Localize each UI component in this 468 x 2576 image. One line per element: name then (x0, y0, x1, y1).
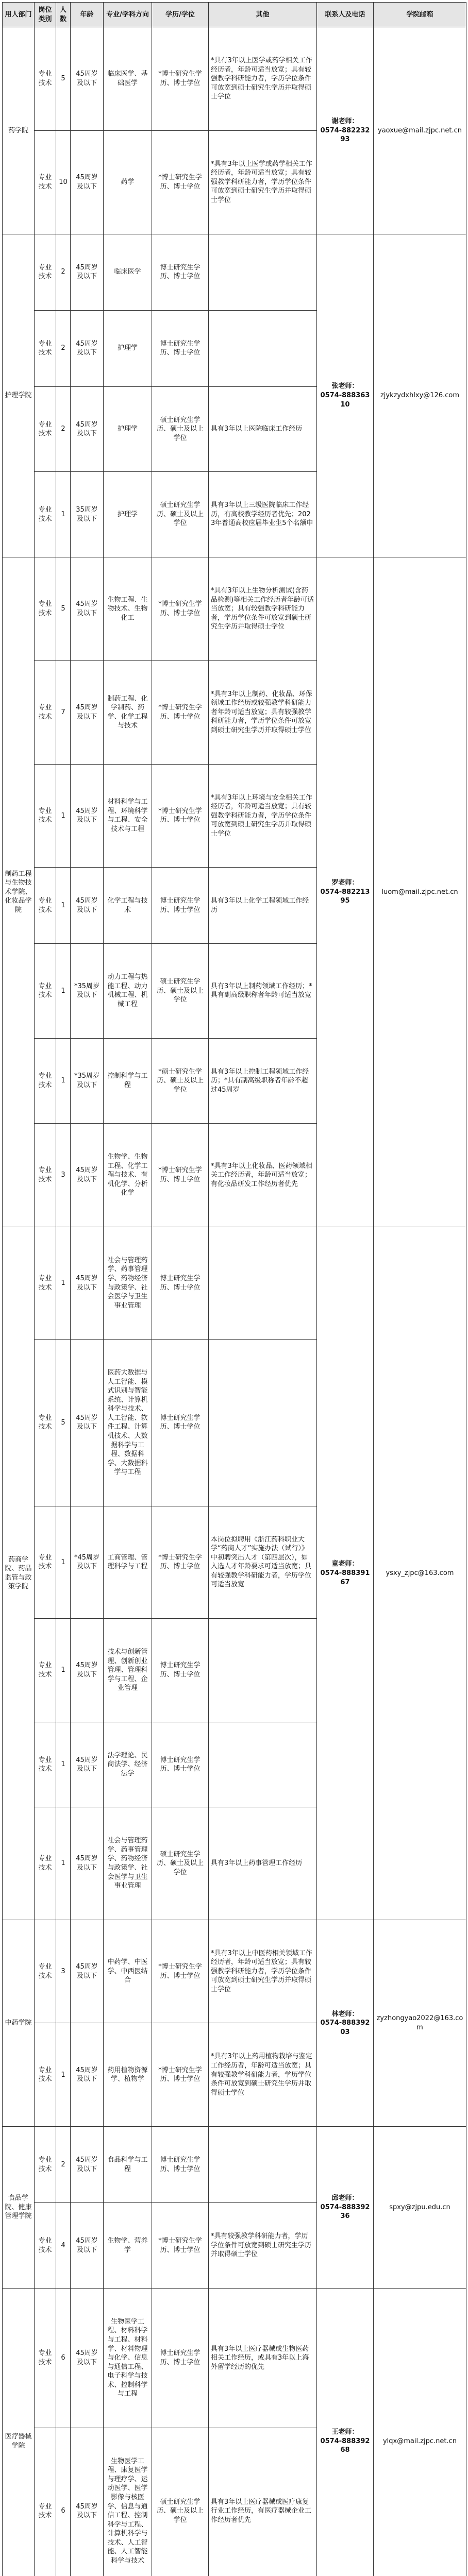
age-cell: 45周岁及以下 (71, 2288, 104, 2428)
header-email: 学院邮箱 (374, 3, 466, 27)
age-cell: 45周岁及以下 (71, 764, 104, 868)
num-cell: 7 (56, 660, 71, 764)
age-cell: 45周岁及以下 (71, 234, 104, 310)
major-cell: 社会与管理药学、药事管理学、药物经济与政策学、社会医学与卫生事业管理 (104, 1807, 152, 1920)
major-cell: 生物医学工程、康复医学与理疗学、运动医学、医学影像与核医学、信息与通信工程、控制科学与工程、计算机科学与技术、人工智能、人工智能科学与技术 (104, 2428, 152, 2576)
type-cell: 专业技术 (35, 1124, 56, 1227)
age-cell: *35周岁及以下 (71, 944, 104, 1038)
age-cell: 45周岁及以下 (71, 1722, 104, 1807)
age-cell: *45周岁及以下 (71, 1506, 104, 1618)
major-cell: 控制科学与工程 (104, 1038, 152, 1124)
major-cell: 生物学、生物工程、化学工程与技术、有机化学、分析化学 (104, 1124, 152, 1227)
edu-cell: *博士研究生学历、博士学位 (152, 2203, 209, 2289)
major-cell: 医药大数据与人工智能、模式识别与智能系统、计算机科学与技术、人工智能、软件工程、计算机技术、大数据科学与工程、数据科学、大数据科学与工程 (104, 1340, 152, 1506)
type-cell: 专业技术 (35, 1807, 56, 1920)
edu-cell: 博士研究生学历、博士学位 (152, 1722, 209, 1807)
type-cell: 专业技术 (35, 868, 56, 944)
other-cell (209, 1340, 317, 1506)
edu-cell: *博士研究生学历、博士学位 (152, 1506, 209, 1618)
age-cell: 45周岁及以下 (71, 2203, 104, 2289)
table-body (3, 27, 466, 2576)
table-row (3, 27, 466, 131)
other-cell (209, 1619, 317, 1722)
header-age: 年龄 (71, 3, 104, 27)
other-cell: *具有3年以上医学或药学相关工作经历者，年龄可适当放宽；具有较强教学科研能力者，学历学位条件可放宽到硕士研究生学历并取得硕士学位 (209, 27, 317, 131)
contact-phone: 0574-88839236 (320, 2203, 370, 2221)
age-cell: 45周岁及以下 (71, 557, 104, 661)
age-cell: 45周岁及以下 (71, 2023, 104, 2127)
num-cell: 1 (56, 868, 71, 944)
edu-cell: *博士研究生学历、博士学位 (152, 660, 209, 764)
other-cell: *具有3年以上中医药相关领域工作经历者，年龄可适当放宽；具有较强教学科研能力者，学历学位条件可放宽到硕士研究生学历并取得硕士学位 (209, 1920, 317, 2023)
num-cell: 1 (56, 1038, 71, 1124)
other-cell (209, 2127, 317, 2203)
age-cell: 45周岁及以下 (71, 1619, 104, 1722)
contact-name: 王老师： (331, 2428, 359, 2436)
edu-cell: 博士研究生学历、博士学位 (152, 1340, 209, 1506)
major-cell: 材料科学与工程、环境科学与工程、安全技术与工程 (104, 764, 152, 868)
table-row (3, 234, 466, 310)
type-cell: 专业技术 (35, 310, 56, 386)
num-cell: 1 (56, 1506, 71, 1618)
type-cell: 专业技术 (35, 1506, 56, 1618)
num-cell: 5 (56, 27, 71, 131)
email-cell: spxy@zjpu.edu.cn (374, 2127, 466, 2289)
edu-cell: *博士研究生学历、博士学位 (152, 1920, 209, 2023)
num-cell: 6 (56, 2288, 71, 2428)
edu-cell: 博士研究生学历、博士学位 (152, 1227, 209, 1339)
age-cell: 45周岁及以下 (71, 2428, 104, 2576)
type-cell: 专业技术 (35, 1227, 56, 1339)
num-cell: 2 (56, 310, 71, 386)
major-cell: 化学工程与技术 (104, 868, 152, 944)
edu-cell: *博士研究生学历、博士学位 (152, 27, 209, 131)
num-cell: 1 (56, 472, 71, 557)
type-cell: 专业技术 (35, 234, 56, 310)
type-cell: 专业技术 (35, 2428, 56, 2576)
age-cell: 35周岁及以下 (71, 472, 104, 557)
header-other: 其他 (209, 3, 317, 27)
edu-cell: 博士研究生学历、博士学位 (152, 2288, 209, 2428)
other-cell: *具有3年以上医学或药学相关工作经历者，年龄可适当放宽；具有较强教学科研能力者，学历学位条件可放宽到硕士研究生学历并取得硕士学位 (209, 130, 317, 234)
major-cell: 中药学、中医学、中西医结合 (104, 1920, 152, 2023)
edu-cell: 硕士研究生学历、硕士及以上学位 (152, 1807, 209, 1920)
header-num: 人数 (56, 3, 71, 27)
contact-cell (317, 2127, 374, 2289)
type-cell: 专业技术 (35, 130, 56, 234)
num-cell: 1 (56, 1722, 71, 1807)
edu-cell: *博士研究生学历、博士学位 (152, 764, 209, 868)
other-cell (209, 234, 317, 310)
type-cell: 专业技术 (35, 2127, 56, 2203)
edu-cell: 博士研究生学历、博士学位 (152, 2127, 209, 2203)
contact-phone: 0574-88839203 (320, 2019, 370, 2036)
edu-cell: 博士研究生学历、博士学位 (152, 310, 209, 386)
table-row (3, 1920, 466, 2023)
contact-cell (317, 1227, 374, 1920)
age-cell: 45周岁及以下 (71, 1807, 104, 1920)
edu-cell: 硕士研究生学历、硕士及以上学位 (152, 386, 209, 472)
type-cell: 专业技术 (35, 2023, 56, 2127)
edu-cell: *博士研究生学历、博士学位 (152, 1124, 209, 1227)
age-cell: 45周岁及以下 (71, 1124, 104, 1227)
contact-cell (317, 27, 374, 234)
num-cell: 6 (56, 2428, 71, 2576)
num-cell: 2 (56, 2127, 71, 2203)
recruitment-table (2, 2, 466, 2576)
contact-cell (317, 234, 374, 557)
other-cell: 具有3年以上化学工程领域工作经历 (209, 868, 317, 944)
major-cell: 技术与创新管理、创新创业管理、管理科学与工程、企业管理 (104, 1619, 152, 1722)
type-cell: 专业技术 (35, 557, 56, 661)
age-cell: 45周岁及以下 (71, 27, 104, 131)
edu-cell: 硕士研究生学历、硕士及以上学位 (152, 2428, 209, 2576)
major-cell: 药学 (104, 130, 152, 234)
contact-phone: 0574-88836310 (320, 392, 370, 409)
age-cell: 45周岁及以下 (71, 868, 104, 944)
major-cell: 生物学、营养学 (104, 2203, 152, 2289)
type-cell: 专业技术 (35, 1038, 56, 1124)
edu-cell: *博士研究生学历、博士学位 (152, 130, 209, 234)
major-cell: 社会与管理药学、药事管理学、药物经济与政策学、社会医学与卫生事业管理 (104, 1227, 152, 1339)
other-cell: 具有3年以上医疗器械或生物医药相关工作经历，或具有3年以上海外留学经历的优先 (209, 2288, 317, 2428)
edu-cell: *博士研究生学历、博士学位 (152, 557, 209, 661)
type-cell: 专业技术 (35, 1619, 56, 1722)
num-cell: 3 (56, 1920, 71, 2023)
contact-name: 谢老师： (331, 117, 359, 125)
major-cell: 临床医学、基础医学 (104, 27, 152, 131)
email-cell: luom@mail.zjpc.net.cn (374, 557, 466, 1227)
num-cell: 1 (56, 944, 71, 1038)
major-cell: 食品科学与工程 (104, 2127, 152, 2203)
contact-cell (317, 1920, 374, 2126)
other-cell: *具有3年以上制药、化妆品、环保领域工作经历或较强教学科研能力者年龄可适当放宽；具有较强教学科研能力者，学历学位条件可放宽到硕士研究生学历并取得硕士学位 (209, 660, 317, 764)
edu-cell: *博士研究生学历、博士学位 (152, 2023, 209, 2127)
num-cell: 1 (56, 1227, 71, 1339)
dept-cell: 药商学院、药品监管与政策学院 (3, 1227, 35, 1920)
type-cell: 专业技术 (35, 1722, 56, 1807)
age-cell: 45周岁及以下 (71, 386, 104, 472)
header-edu: 学历/学位 (152, 3, 209, 27)
num-cell: 2 (56, 234, 71, 310)
major-cell: 动力工程与热能工程、动力机械工程、机械工程 (104, 944, 152, 1038)
major-cell: 护理学 (104, 310, 152, 386)
contact-phone: 0574-88839167 (320, 1569, 370, 1586)
contact-name: 童老师： (331, 1560, 359, 1568)
num-cell: 1 (56, 2023, 71, 2127)
email-cell: zyzhongyao2022@163.com (374, 1920, 466, 2126)
contact-name: 林老师： (331, 2010, 359, 2018)
dept-cell: 医疗器械学院 (3, 2288, 35, 2576)
header-major: 专业/学科方向 (104, 3, 152, 27)
type-cell: 专业技术 (35, 944, 56, 1038)
age-cell: 45周岁及以下 (71, 1340, 104, 1506)
email-cell: ysxy_zjpc@163.com (374, 1227, 466, 1920)
type-cell: 专业技术 (35, 764, 56, 868)
other-cell: 具有3年以上控制工程领域工作经历；*具有副高级职称者年龄不超过45周岁 (209, 1038, 317, 1124)
other-cell (209, 310, 317, 386)
age-cell: 45周岁及以下 (71, 1227, 104, 1339)
major-cell: 生物工程、生物技术、生物化工 (104, 557, 152, 661)
age-cell: *35周岁及以下 (71, 1038, 104, 1124)
age-cell: 45周岁及以下 (71, 660, 104, 764)
edu-cell: 博士研究生学历、博士学位 (152, 234, 209, 310)
other-cell: *具有3年以上生物分析测试(含药品检测)等相关工作经历者年龄可适当放宽；具有较强教学科研能力者，学历学位条件可放宽到硕士研究生学历并取得硕士学位 (209, 557, 317, 661)
num-cell: 2 (56, 386, 71, 472)
table-row (3, 2288, 466, 2428)
major-cell: 工商管理、管理科学与工程 (104, 1506, 152, 1618)
num-cell: 5 (56, 1340, 71, 1506)
type-cell: 专业技术 (35, 2288, 56, 2428)
other-cell: *具有3年以上药用植物栽培与鉴定工作经历者，年龄可适当放宽；具有较强教学科研能力者，学历学位条件可放宽到硕士研究生学历并取得硕士学位 (209, 2023, 317, 2127)
dept-cell: 中药学院 (3, 1920, 35, 2126)
contact-name: 邱老师： (331, 2194, 359, 2202)
major-cell: 护理学 (104, 386, 152, 472)
type-cell: 专业技术 (35, 27, 56, 131)
age-cell: 45周岁及以下 (71, 2127, 104, 2203)
major-cell: 法学理论、民商法学、经济法学 (104, 1722, 152, 1807)
edu-cell: *硕士研究生学历、硕士及以上学位 (152, 1038, 209, 1124)
major-cell: 生物医学工程、材料科学与工程、材料学、材料物理与化学、信息与通信工程、电子科学与技术、控制科学与工程 (104, 2288, 152, 2428)
other-cell: 具有3年以上医疗器械或医疗康复行业工作经历，有医疗器械企业工作经历者优先 (209, 2428, 317, 2576)
contact-phone: 0574-88221395 (320, 888, 370, 905)
other-cell: 具有3年以上药事管理工作经历 (209, 1807, 317, 1920)
header-type: 岗位类别 (35, 3, 56, 27)
age-cell: 45周岁及以下 (71, 310, 104, 386)
num-cell: 5 (56, 557, 71, 661)
edu-cell: 硕士研究生学历、硕士及以上学位 (152, 472, 209, 557)
contact-phone: 0574-88223293 (320, 126, 370, 144)
num-cell: 1 (56, 764, 71, 868)
email-cell: zjykzydxhlxy@126.com (374, 234, 466, 557)
num-cell: 10 (56, 130, 71, 234)
email-cell: ylqx@mail.zjpc.net.cn (374, 2288, 466, 2576)
type-cell: 专业技术 (35, 1340, 56, 1506)
other-cell: 本岗位拟聘用《浙江药科职业大学“药商人才”实施办法（试行）》中初聘突出人才（第四层次），如入选人才年龄要求可适当放宽；具有较强教学科研能力者，学历学位可适当放宽 (209, 1506, 317, 1618)
table-row (3, 2127, 466, 2203)
table-row (3, 557, 466, 661)
num-cell: 1 (56, 1619, 71, 1722)
edu-cell: 博士研究生学历、博士学位 (152, 868, 209, 944)
other-cell: *具有较强教学科研能力者，学历学位条件可放宽到硕士研究生学历并取得硕士学位 (209, 2203, 317, 2289)
other-cell: *具有3年以上环境与安全相关工作经历者，年龄可适当放宽；具有较强教学科研能力者，学历学位条件可放宽到硕士研究生学历并取得硕士学位 (209, 764, 317, 868)
type-cell: 专业技术 (35, 660, 56, 764)
other-cell (209, 1227, 317, 1339)
header-row (3, 3, 466, 27)
other-cell: 具有3年以上制药领域工作经历；*具有副高级职称者年龄可适当放宽 (209, 944, 317, 1038)
contact-name: 张老师： (331, 382, 359, 391)
num-cell: 4 (56, 2203, 71, 2289)
type-cell: 专业技术 (35, 472, 56, 557)
edu-cell: 博士研究生学历、博士学位 (152, 1619, 209, 1722)
type-cell: 专业技术 (35, 2203, 56, 2289)
contact-name: 罗老师： (331, 879, 359, 887)
major-cell: 药用植物资源学、植物学 (104, 2023, 152, 2127)
major-cell: 临床医学 (104, 234, 152, 310)
other-cell: 具有3年以上医院临床工作经历 (209, 386, 317, 472)
dept-cell: 食品学院、健康管理学院 (3, 2127, 35, 2289)
contact-phone: 0574-88839268 (320, 2437, 370, 2454)
dept-cell: 护理学院 (3, 234, 35, 557)
type-cell: 专业技术 (35, 1920, 56, 2023)
num-cell: 3 (56, 1124, 71, 1227)
dept-cell: 制药工程与生物技术学院、化妆品学院 (3, 557, 35, 1227)
contact-cell (317, 2288, 374, 2576)
major-cell: 护理学 (104, 472, 152, 557)
dept-cell: 药学院 (3, 27, 35, 234)
contact-cell (317, 557, 374, 1227)
age-cell: 45周岁及以下 (71, 130, 104, 234)
major-cell: 制药工程、化学制药、药学、化学工程与技术 (104, 660, 152, 764)
other-cell: *具有3年以上化妆品、医药领域相关工作经历者，年龄可适当放宽；有化妆品研发工作经历者优先 (209, 1124, 317, 1227)
age-cell: 45周岁及以下 (71, 1920, 104, 2023)
type-cell: 专业技术 (35, 386, 56, 472)
other-cell: 具有3年以上三级医院临床工作经历，有高校教学经历者优先；2023年普通高校应届毕业生5个名额申 (209, 472, 317, 557)
header-contact: 联系人及电话 (317, 3, 374, 27)
num-cell: 1 (56, 1807, 71, 1920)
other-cell (209, 1722, 317, 1807)
edu-cell: 硕士研究生学历、硕士及以上学位 (152, 944, 209, 1038)
header-dept: 用人部门 (3, 3, 35, 27)
email-cell: yaoxue@mail.zjpc.net.cn (374, 27, 466, 234)
table-row (3, 1227, 466, 1339)
